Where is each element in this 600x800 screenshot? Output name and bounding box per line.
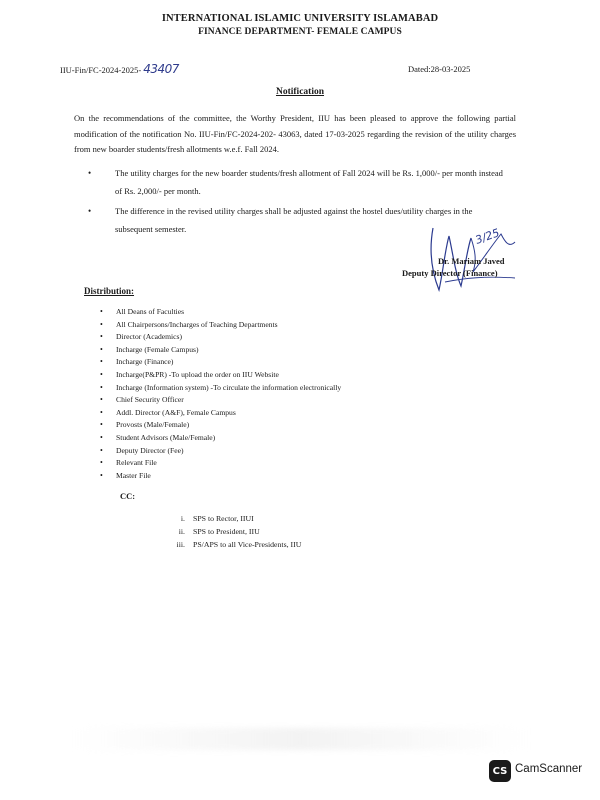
notification-title: Notification [275,87,325,97]
bullet-icon: • [88,206,92,216]
distribution-item: • All Deans of Faculties [98,306,341,319]
camscanner-logo-icon: CS [489,760,511,782]
bleed-through-shadow [70,728,530,750]
distribution-item: • Incharge(P&PR) -To upload the order on IIU Website [98,369,341,382]
bullet-icon: • [88,168,92,178]
bullet-icon: • [100,344,103,354]
bullet-icon: • [100,432,103,442]
signatory-name: Dr. Mariam Javed [438,256,505,266]
cc-item-number: ii. [178,527,185,536]
distribution-item: • Deputy Director (Fee) [98,445,341,458]
distribution-item: • Incharge (Information system) -To circulate the information electronically [98,382,341,395]
bullet-icon: • [100,470,103,480]
cc-item-text: SPS to Rector, IIUI [193,514,254,523]
distribution-item: • All Chairpersons/Incharges of Teaching Departments [98,319,341,332]
distribution-item: • Incharge (Female Campus) [98,344,341,357]
reference-prefix: IIU-Fin/FC-2024-2025- [60,65,142,75]
distribution-item: • Relevant File [98,457,341,470]
distribution-list [98,306,341,482]
bullet-icon: • [100,458,103,468]
cc-item-text: PS/APS to all Vice-Presidents, IIU [193,540,302,549]
bullet-icon: • [100,357,103,367]
bullet-icon: • [100,307,103,316]
distribution-title: Distribution: [84,286,135,296]
distribution-item: • Incharge (Finance) [98,356,341,369]
bullet-icon: • [100,420,103,430]
department-heading: FINANCE DEPARTMENT- FEMALE CAMPUS [198,27,402,37]
cc-title: CC: [120,491,136,501]
bullet-icon: • [100,369,103,379]
cc-item [160,512,301,525]
cc-item-text: SPS to President, IIU [193,527,260,536]
cc-item [160,538,301,551]
notification-paragraph: On the recommendations of the committee, the Worthy President, IIU has been pleased to approve the following partial modification of the notification No. IIU-Fin/FC-2024-202- 43063, dated 17-03-2025 regarding the revision of the utility charges from new boarder students/fresh allotments w.e.f. Fall 2024. [74,113,516,154]
camscanner-watermark: CamScanner [515,763,583,775]
distribution-item: • Provosts (Male/Female) [98,419,341,432]
cc-item-number: i. [180,514,185,523]
distribution-item: • Chief Security Officer [98,394,341,407]
notification-point: • The difference in the revised utility charges shall be adjusted against the hostel dues/utility charges in the subsequent semester. [70,203,510,238]
signatory-designation: Deputy Director (Finance) [402,268,498,278]
bullet-icon: • [100,407,103,417]
handwritten-reference-number: 43407 [143,62,179,76]
bullet-icon: • [100,319,103,329]
bullet-icon: • [100,332,103,342]
bullet-icon: • [100,445,103,455]
distribution-item: • Student Advisors (Male/Female) [98,432,341,445]
distribution-item: • Director (Academics) [98,331,341,344]
distribution-item: • Addl. Director (A&F), Female Campus [98,407,341,420]
bullet-icon: • [100,382,103,392]
reference-number [60,62,179,76]
notification-point: • The utility charges for the new boarder students/fresh allotment of Fall 2024 will be Rs. 1,000/- per month instead of Rs. 2,000/- per month. [70,165,510,200]
date-line: Dated:28-03-2025 [408,64,471,74]
cc-item-number: iii. [176,540,185,549]
university-heading: INTERNATIONAL ISLAMIC UNIVERSITY ISLAMABAD [161,13,439,24]
cc-list [160,512,301,551]
svg-text:3/25: 3/25 [473,226,502,247]
distribution-item: • Master File [98,470,341,483]
bullet-icon: • [100,395,103,405]
cc-item [160,525,301,538]
